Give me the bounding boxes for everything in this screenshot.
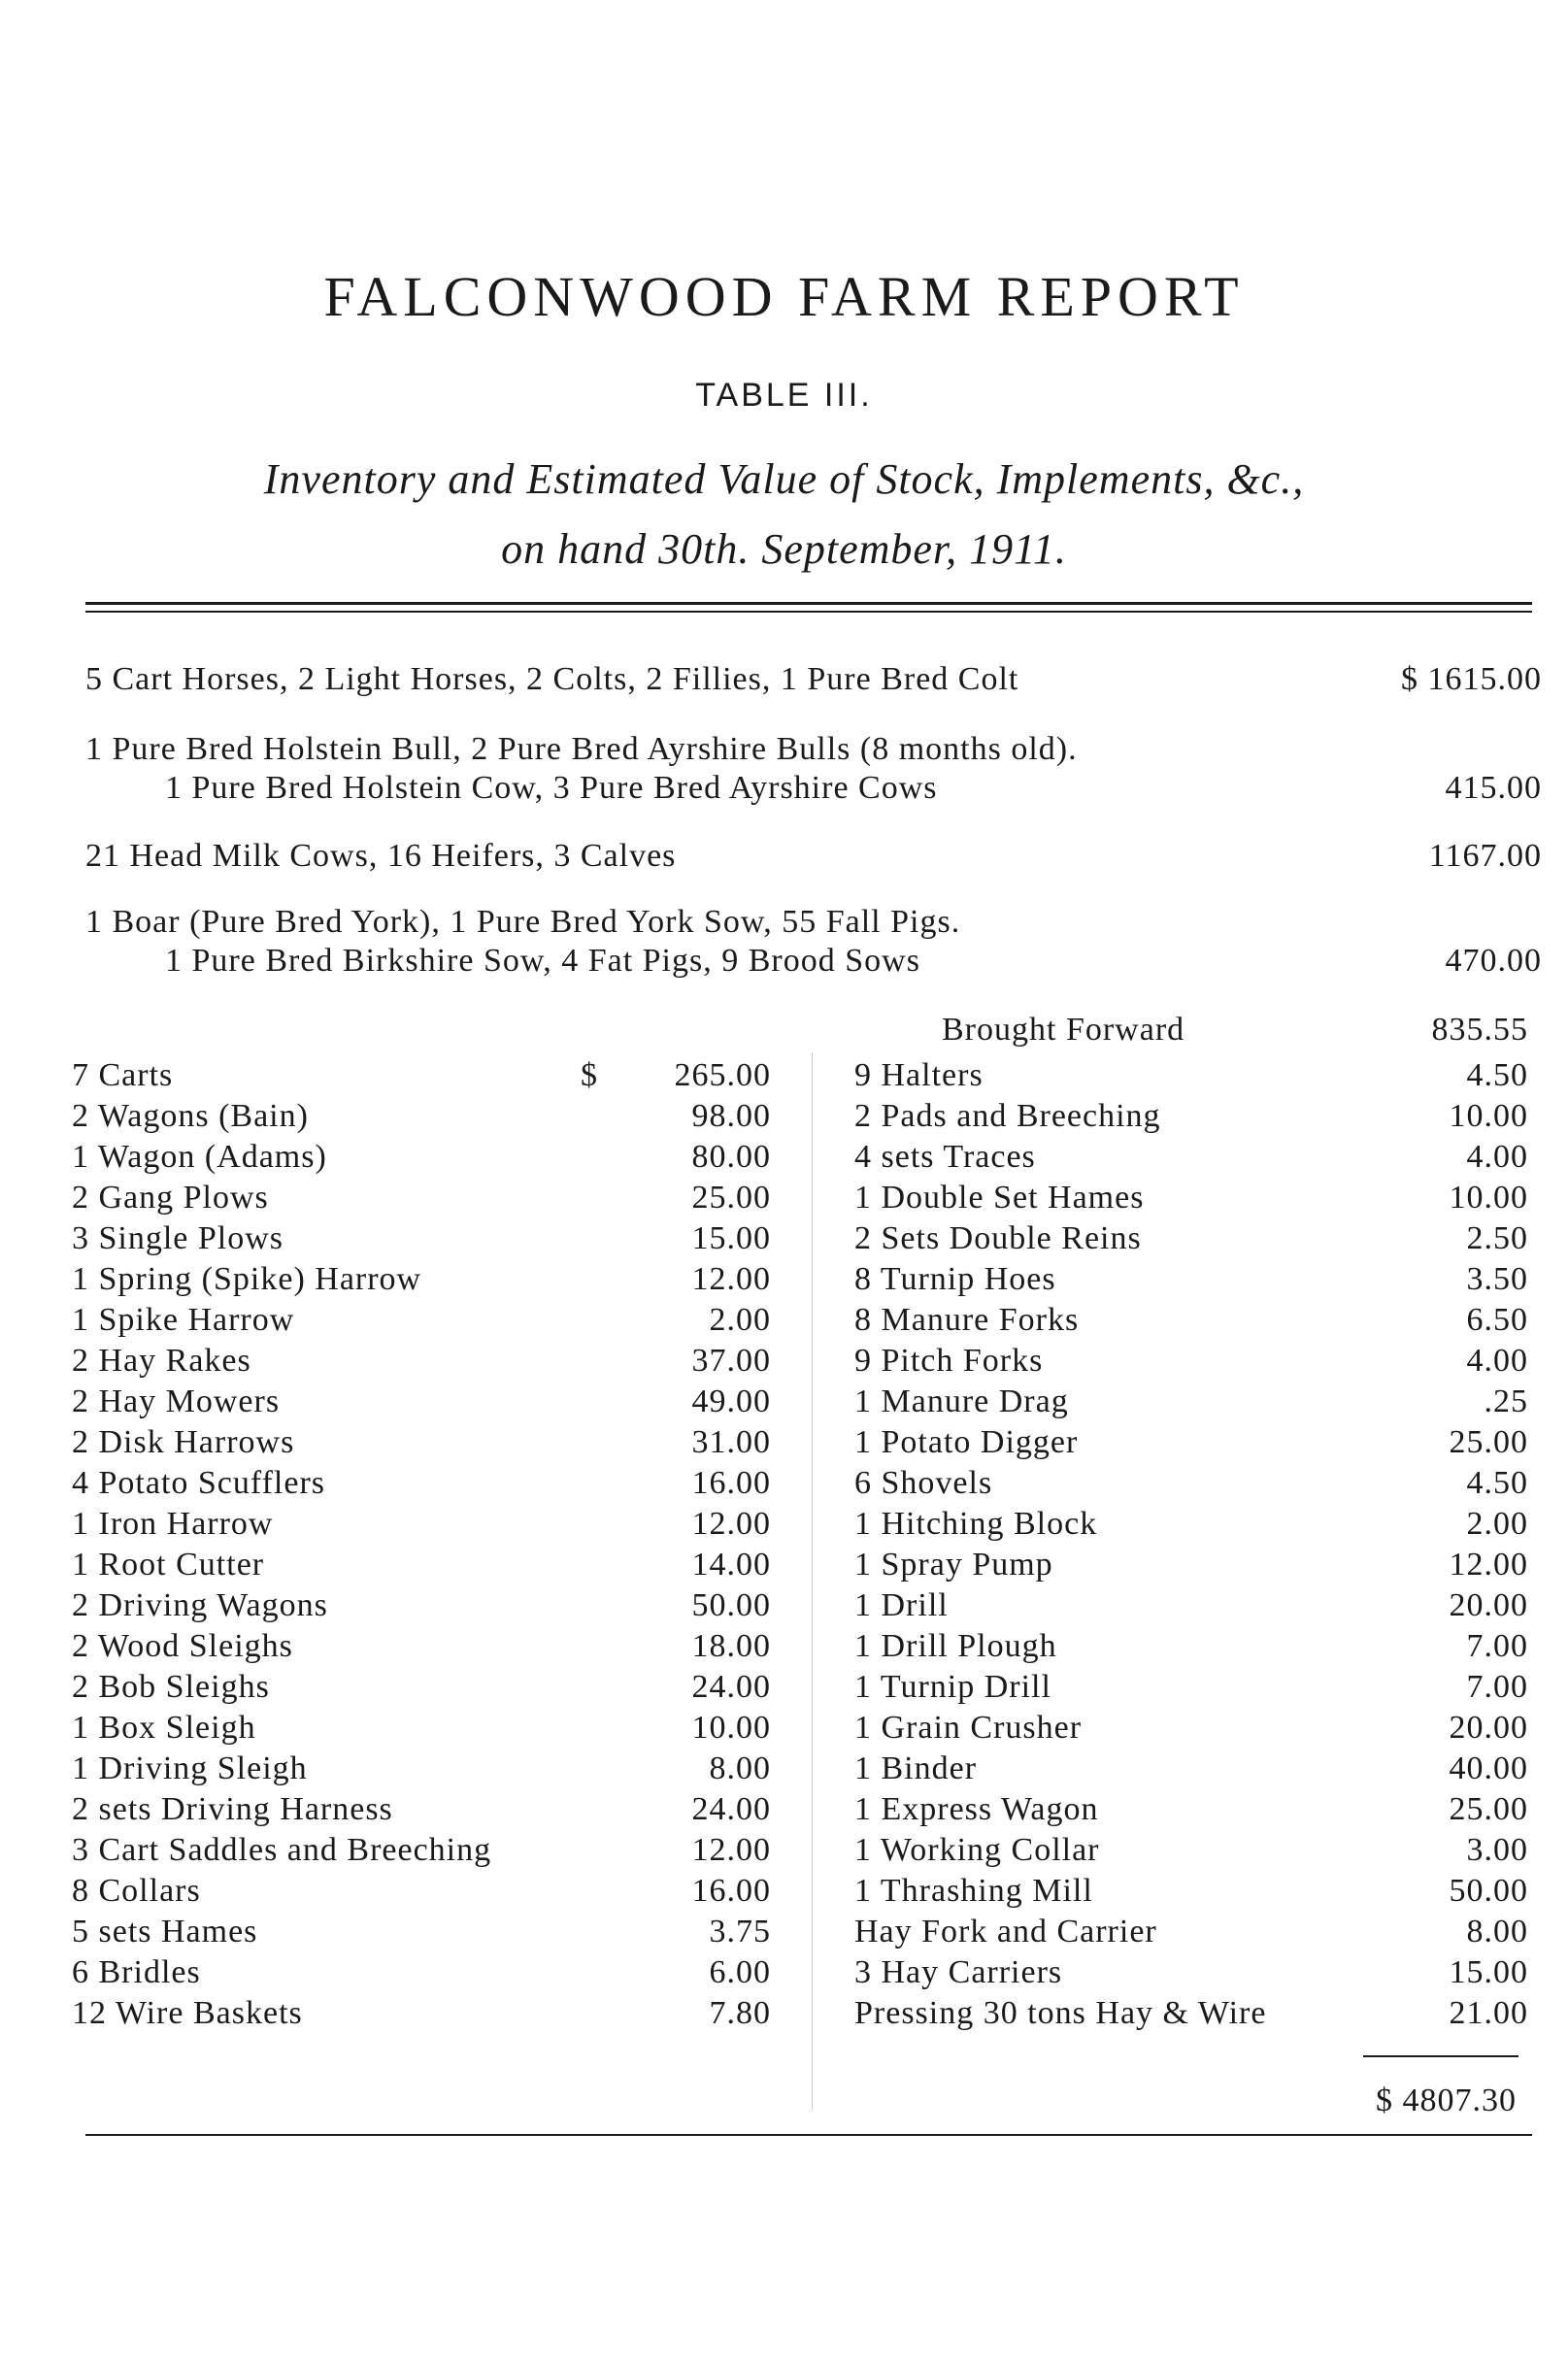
item-value: 80.00 (691, 1139, 771, 1175)
item-name: 1 Wagon (Adams) (72, 1139, 327, 1175)
item-value: .25 (1484, 1383, 1528, 1419)
item-name: 1 Express Wagon (854, 1791, 1099, 1827)
item-name: 9 Halters (854, 1057, 984, 1093)
item-value: 12.00 (691, 1506, 771, 1542)
table-row (72, 1137, 771, 1178)
item-name: 6 Shovels (854, 1465, 993, 1501)
item-name: 2 Pads and Breeching (854, 1098, 1161, 1134)
table-row (854, 1912, 1528, 1952)
table-row (854, 1871, 1528, 1912)
item-value: 4.50 (1466, 1465, 1528, 1501)
item-value: 24.00 (691, 1791, 771, 1827)
item-name: 2 Wagons (Bain) (72, 1098, 309, 1134)
item-name: 1 Spike Harrow (72, 1302, 295, 1338)
table-row (72, 1830, 771, 1871)
table-row (72, 1585, 771, 1626)
item-name: 2 Hay Rakes (72, 1343, 251, 1379)
item-value: 15.00 (1449, 1954, 1528, 1990)
subtitle-line-2: on hand 30th. September, 1911. (501, 525, 1067, 573)
item-name: 2 Bob Sleighs (72, 1669, 270, 1705)
table-label: TABLE III. (695, 377, 873, 414)
subtitle-line-1: Inventory and Estimated Value of Stock, Implements, &c., (263, 455, 1305, 503)
item-name: 3 Cart Saddles and Breeching (72, 1832, 492, 1868)
table-row (854, 1504, 1528, 1545)
table-row (72, 1463, 771, 1504)
item-value: 12.00 (691, 1261, 771, 1297)
item-value: 25.00 (1449, 1791, 1528, 1827)
table-row (854, 1749, 1528, 1789)
table-row (72, 1504, 771, 1545)
item-value: 15.00 (691, 1220, 771, 1256)
table-row (72, 1422, 771, 1463)
item-name: 7 Carts (72, 1057, 174, 1093)
footer-rule (85, 2134, 1532, 2136)
table-row (72, 1749, 771, 1789)
item-name: 2 Sets Double Reins (854, 1220, 1142, 1256)
livestock-entry (85, 660, 1542, 699)
item-name: 2 Hay Mowers (72, 1383, 281, 1419)
item-value: 21.00 (1449, 1995, 1528, 2031)
header-rule-thin (85, 611, 1532, 613)
livestock-amount: 1167.00 (1428, 838, 1542, 874)
item-value: 8.00 (1466, 1914, 1528, 1949)
item-name: 2 Driving Wagons (72, 1587, 328, 1623)
table-row (854, 1993, 1528, 2034)
item-value: 7.80 (709, 1995, 771, 2031)
item-name: 1 Root Cutter (72, 1547, 265, 1583)
table-row (854, 1178, 1528, 1218)
column-divider (812, 1052, 813, 2111)
item-value: 7.00 (1466, 1628, 1528, 1664)
item-value: 12.00 (691, 1832, 771, 1868)
livestock-entry (85, 903, 1542, 981)
livestock-text: 1 Pure Bred Birkshire Sow, 4 Fat Pigs, 9 Brood Sows (165, 943, 920, 979)
item-name: 1 Double Set Hames (854, 1180, 1145, 1216)
item-name: Hay Fork and Carrier (854, 1914, 1157, 1949)
livestock-text: 1 Pure Bred Holstein Cow, 3 Pure Bred Ayrshire Cows (165, 770, 938, 806)
item-name: 2 Gang Plows (72, 1180, 269, 1216)
item-value: 14.00 (691, 1547, 771, 1583)
item-name: 5 sets Hames (72, 1914, 258, 1949)
item-value: 16.00 (691, 1465, 771, 1501)
item-value: 4.00 (1466, 1343, 1528, 1379)
table-row (72, 1300, 771, 1341)
item-name: 1 Iron Harrow (72, 1506, 274, 1542)
item-name: 8 Turnip Hoes (854, 1261, 1056, 1297)
item-name: 1 Box Sleigh (72, 1710, 256, 1746)
dollar-sign: $ (581, 1057, 598, 1093)
item-value: 6.50 (1466, 1302, 1528, 1338)
table-row (72, 1952, 771, 1993)
item-value: 10.00 (1449, 1098, 1528, 1134)
item-value: 2.00 (1466, 1506, 1528, 1542)
table-row (72, 1708, 771, 1749)
table-row (854, 1422, 1528, 1463)
item-name: 1 Grain Crusher (854, 1710, 1083, 1746)
item-name: 6 Bridles (72, 1954, 201, 1990)
header-rule-thick (85, 602, 1532, 605)
item-name: 3 Single Plows (72, 1220, 284, 1256)
item-value: 18.00 (691, 1628, 771, 1664)
item-name: 8 Manure Forks (854, 1302, 1080, 1338)
table-row (854, 1585, 1528, 1626)
table-row (854, 1789, 1528, 1830)
item-name: 9 Pitch Forks (854, 1343, 1044, 1379)
livestock-text: 1 Boar (Pure Bred York), 1 Pure Bred York Sow, 55 Fall Pigs. (85, 904, 961, 940)
table-row (72, 1178, 771, 1218)
item-value: 50.00 (1449, 1873, 1528, 1909)
table-row (72, 1545, 771, 1585)
item-name: 1 Drill Plough (854, 1628, 1057, 1664)
item-name: 12 Wire Baskets (72, 1995, 303, 2031)
table-row (72, 1218, 771, 1259)
item-name: 1 Turnip Drill (854, 1669, 1051, 1705)
item-name: 8 Collars (72, 1873, 201, 1909)
table-row (854, 1096, 1528, 1137)
item-name: 1 Working Collar (854, 1832, 1100, 1868)
table-row (72, 1055, 771, 1096)
item-value: 25.00 (1449, 1424, 1528, 1460)
table-row (854, 1463, 1528, 1504)
item-value: 3.75 (709, 1914, 771, 1949)
item-value: 6.00 (709, 1954, 771, 1990)
item-value: 31.00 (691, 1424, 771, 1460)
brought-forward-value: 835.55 (1431, 1012, 1528, 1048)
item-value: 7.00 (1466, 1669, 1528, 1705)
table-row (854, 1055, 1528, 1096)
livestock-entry (85, 837, 1542, 876)
item-value: 49.00 (691, 1383, 771, 1419)
livestock-text: 1 Pure Bred Holstein Bull, 2 Pure Bred Ayrshire Bulls (8 months old). (85, 731, 1078, 767)
item-value: 50.00 (691, 1587, 771, 1623)
item-value: 20.00 (1449, 1587, 1528, 1623)
brought-forward-label: Brought Forward (942, 1012, 1185, 1048)
table-row (854, 1300, 1528, 1341)
item-name: 1 Spray Pump (854, 1547, 1053, 1583)
item-value: 4.00 (1466, 1139, 1528, 1175)
item-name: 1 Driving Sleigh (72, 1750, 308, 1786)
item-name: 1 Binder (854, 1750, 978, 1786)
item-value: 37.00 (691, 1343, 771, 1379)
livestock-amount: 470.00 (1445, 943, 1542, 979)
implements-right-column (854, 1055, 1528, 2034)
table-row (72, 1871, 771, 1912)
table-row (854, 1259, 1528, 1300)
item-value: 40.00 (1449, 1750, 1528, 1786)
table-row (72, 1993, 771, 2034)
table-row (72, 1259, 771, 1300)
table-row (854, 1667, 1528, 1708)
item-value: 16.00 (691, 1873, 771, 1909)
table-row (854, 1545, 1528, 1585)
item-value: 3.00 (1466, 1832, 1528, 1868)
item-value: 8.00 (709, 1750, 771, 1786)
item-name: 2 Disk Harrows (72, 1424, 295, 1460)
item-name: Pressing 30 tons Hay & Wire (854, 1995, 1267, 2031)
item-value: 2.00 (709, 1302, 771, 1338)
grand-total: $ 4807.30 (1376, 2083, 1517, 2118)
table-row (72, 1789, 771, 1830)
item-name: 1 Manure Drag (854, 1383, 1069, 1419)
livestock-amount: $ 1615.00 (1401, 661, 1542, 697)
item-name: 1 Potato Digger (854, 1424, 1079, 1460)
brought-forward-row (854, 1010, 1528, 1050)
item-name: 1 Thrashing Mill (854, 1873, 1093, 1909)
table-row (854, 1382, 1528, 1422)
implements-left-column (72, 1055, 771, 2034)
item-name: 4 sets Traces (854, 1139, 1036, 1175)
table-row (854, 1626, 1528, 1667)
report-title: FALCONWOOD FARM REPORT (323, 265, 1245, 328)
livestock-entry (85, 730, 1542, 808)
table-row (854, 1830, 1528, 1871)
item-name: 1 Spring (Spike) Harrow (72, 1261, 422, 1297)
item-value: 3.50 (1466, 1261, 1528, 1297)
table-row (854, 1341, 1528, 1382)
livestock-text: 21 Head Milk Cows, 16 Heifers, 3 Calves (85, 838, 677, 874)
item-value: 25.00 (691, 1180, 771, 1216)
item-value: 2.50 (1466, 1220, 1528, 1256)
item-value: 4.50 (1466, 1057, 1528, 1093)
item-value: 24.00 (691, 1669, 771, 1705)
table-row (72, 1341, 771, 1382)
table-row (72, 1667, 771, 1708)
item-value: 10.00 (691, 1710, 771, 1746)
item-name: 4 Potato Scufflers (72, 1465, 326, 1501)
table-row (854, 1218, 1528, 1259)
table-row (72, 1626, 771, 1667)
table-row (72, 1912, 771, 1952)
table-row (72, 1096, 771, 1137)
item-name: 3 Hay Carriers (854, 1954, 1063, 1990)
item-value: 265.00 (674, 1057, 771, 1093)
table-row (854, 1952, 1528, 1993)
item-name: 1 Drill (854, 1587, 949, 1623)
table-row (854, 1708, 1528, 1749)
livestock-text: 5 Cart Horses, 2 Light Horses, 2 Colts, 2 Fillies, 1 Pure Bred Colt (85, 661, 1019, 697)
table-row (854, 1137, 1528, 1178)
item-value: 10.00 (1449, 1180, 1528, 1216)
item-name: 2 Wood Sleighs (72, 1628, 293, 1664)
item-name: 2 sets Driving Harness (72, 1791, 393, 1827)
item-value: 12.00 (1449, 1547, 1528, 1583)
item-value: 98.00 (691, 1098, 771, 1134)
livestock-amount: 415.00 (1445, 770, 1542, 806)
item-name: 1 Hitching Block (854, 1506, 1098, 1542)
table-row (72, 1382, 771, 1422)
total-rule (1363, 2055, 1518, 2057)
item-value: 20.00 (1449, 1710, 1528, 1746)
